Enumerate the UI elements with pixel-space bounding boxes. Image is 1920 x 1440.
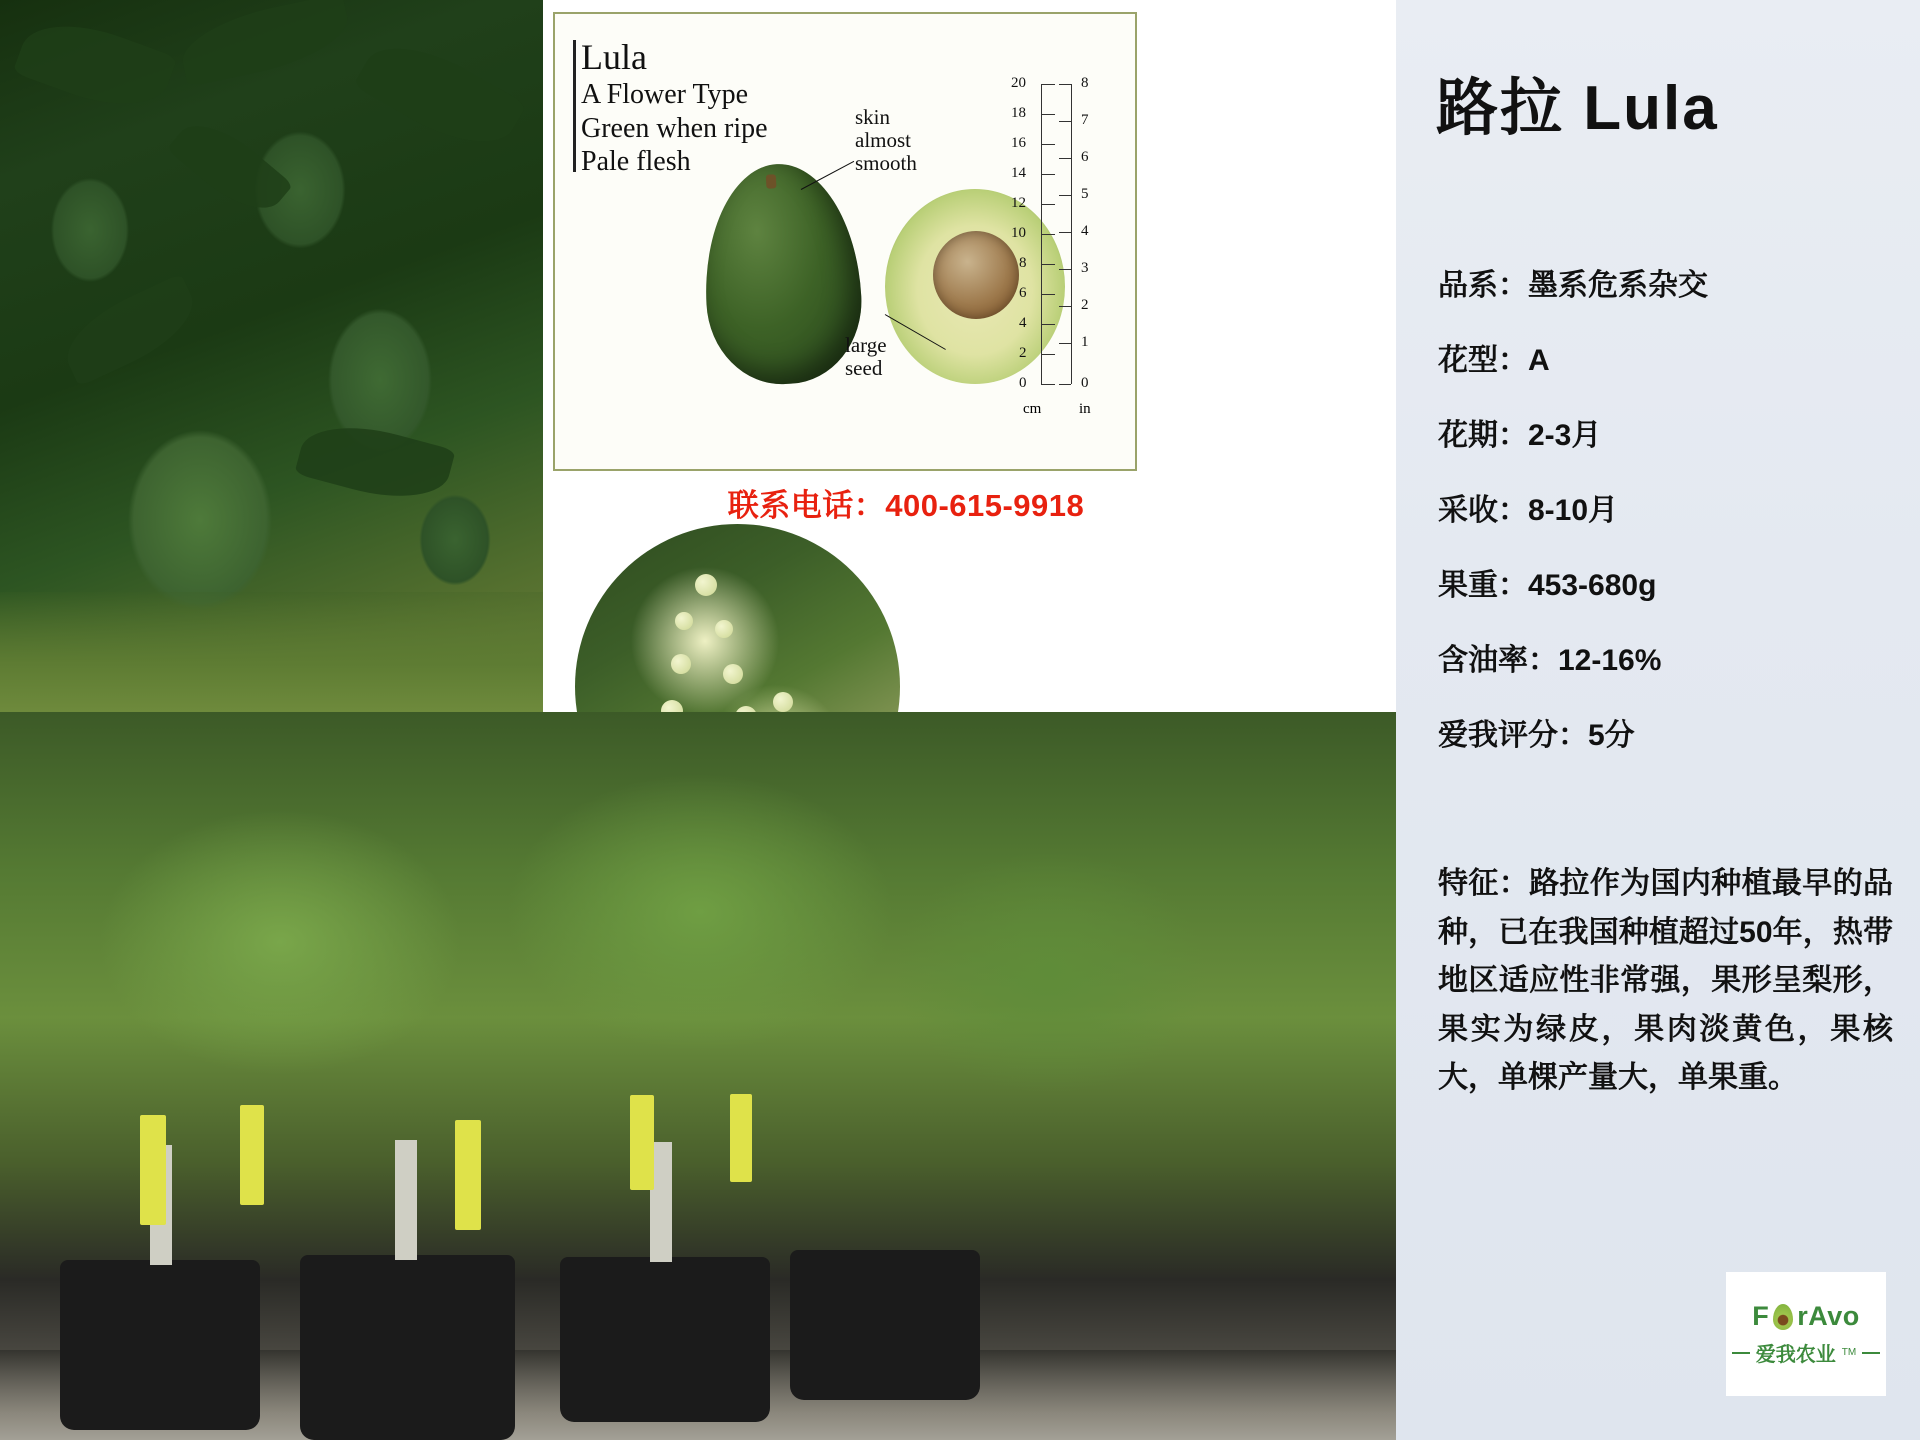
in-tick-6: 6 xyxy=(1081,149,1089,165)
cm-tick-14: 14 xyxy=(1011,165,1026,181)
title-rule xyxy=(573,40,576,172)
spec-item-harvest: 采收：8-10月 xyxy=(1438,494,1619,527)
trademark-mark: TM xyxy=(1841,1347,1857,1358)
card-line-3: Pale flesh xyxy=(581,145,691,177)
spec-list xyxy=(1438,268,1888,793)
logo-brand-post: rAvo xyxy=(1797,1301,1860,1331)
cm-tick-18: 18 xyxy=(1011,105,1026,121)
whole-avocado-image xyxy=(699,160,865,388)
in-tick-3: 3 xyxy=(1081,260,1089,276)
in-tick-2: 2 xyxy=(1081,297,1089,313)
avocado-icon xyxy=(1773,1304,1793,1330)
logo-wordmark xyxy=(1752,1301,1860,1332)
lula-fact-card xyxy=(553,12,1137,471)
logo-brand-pre: F xyxy=(1752,1301,1770,1331)
brand-logo xyxy=(1726,1272,1886,1396)
cm-tick-12: 12 xyxy=(1011,195,1026,211)
nursery-photo xyxy=(0,712,1396,1440)
logo-chinese: 爱我农业 xyxy=(1755,1344,1836,1366)
in-tick-1: 1 xyxy=(1081,334,1089,350)
in-tick-7: 7 xyxy=(1081,112,1089,128)
spec-item-lineage: 品系：墨系危系杂交 xyxy=(1438,269,1708,302)
card-title-block xyxy=(581,36,768,178)
callout-seed: large seed xyxy=(845,333,887,381)
orchard-photo xyxy=(0,0,543,712)
spec-item-fruit-weight: 果重：453-680g xyxy=(1438,569,1657,602)
in-tick-0: 0 xyxy=(1081,375,1089,391)
cm-tick-16: 16 xyxy=(1011,135,1026,151)
card-title: Lula xyxy=(581,37,647,77)
spec-item-rating: 爱我评分：5分 xyxy=(1438,719,1635,752)
cm-tick-10: 10 xyxy=(1011,225,1026,241)
cm-tick-0: 0 xyxy=(1019,375,1027,391)
cm-tick-8: 8 xyxy=(1019,255,1027,271)
logo-rule-left xyxy=(1732,1352,1750,1354)
card-line-1: A Flower Type xyxy=(581,79,749,111)
in-tick-8: 8 xyxy=(1081,75,1089,91)
spec-item-bloom-period: 花期：2-3月 xyxy=(1438,419,1602,452)
card-line-2: Green when ripe xyxy=(581,112,768,144)
page-title: 路拉 Lula xyxy=(1436,74,1719,143)
cm-tick-2: 2 xyxy=(1019,345,1027,361)
feature-description: 特征：路拉作为国内种植最早的品种，已在我国种植超过50年，热带地区适应性非常强，果形呈梨形，果实为绿皮，果肉淡黄色，果核大，单棵产量大，单果重。 xyxy=(1438,867,1893,1095)
cm-tick-4: 4 xyxy=(1019,315,1027,331)
spec-item-oil-content: 含油率：12-16% xyxy=(1438,644,1662,677)
info-panel xyxy=(1396,0,1920,1440)
chart-panel xyxy=(543,0,1396,540)
cm-tick-6: 6 xyxy=(1019,285,1027,301)
ruler-unit-cm: cm xyxy=(1023,401,1042,417)
in-tick-5: 5 xyxy=(1081,186,1089,202)
logo-chinese-row xyxy=(1732,1338,1880,1367)
spec-item-flower-type: 花型：A xyxy=(1438,344,1550,377)
in-tick-4: 4 xyxy=(1081,223,1089,239)
scale-ruler xyxy=(1001,75,1111,417)
callout-skin: skin almost smooth xyxy=(855,105,917,176)
contact-phone: 联系电话：400-615-9918 xyxy=(727,488,1085,523)
cm-tick-20: 20 xyxy=(1011,75,1026,91)
ruler-unit-in: in xyxy=(1079,401,1091,417)
logo-rule-right xyxy=(1862,1352,1880,1354)
